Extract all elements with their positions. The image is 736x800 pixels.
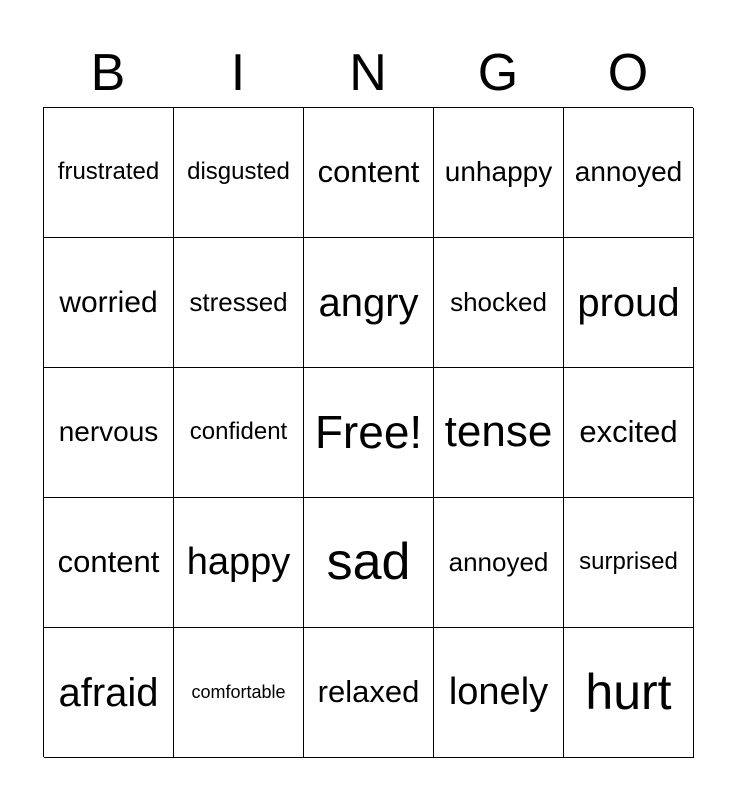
- bingo-cell[interactable]: comfortable: [174, 628, 304, 758]
- bingo-cell[interactable]: content: [304, 108, 434, 238]
- bingo-cell[interactable]: annoyed: [434, 498, 564, 628]
- bingo-cell[interactable]: relaxed: [304, 628, 434, 758]
- bingo-cell[interactable]: confident: [174, 368, 304, 498]
- bingo-cell[interactable]: unhappy: [434, 108, 564, 238]
- header-letter-n: N: [349, 44, 387, 102]
- bingo-cell[interactable]: lonely: [434, 628, 564, 758]
- bingo-cell[interactable]: hurt: [564, 628, 694, 758]
- bingo-cell[interactable]: worried: [44, 238, 174, 368]
- bingo-cell[interactable]: shocked: [434, 238, 564, 368]
- bingo-cell[interactable]: annoyed: [564, 108, 694, 238]
- bingo-cell[interactable]: sad: [304, 498, 434, 628]
- header-letter-b: B: [90, 44, 126, 102]
- bingo-cell[interactable]: tense: [434, 368, 564, 498]
- bingo-header: [43, 40, 693, 106]
- bingo-cell[interactable]: proud: [564, 238, 694, 368]
- header-letter-g: G: [477, 44, 519, 102]
- bingo-cell[interactable]: disgusted: [174, 108, 304, 238]
- bingo-cell[interactable]: surprised: [564, 498, 694, 628]
- bingo-cell[interactable]: Free!: [304, 368, 434, 498]
- bingo-cell[interactable]: afraid: [44, 628, 174, 758]
- bingo-cell[interactable]: frustrated: [44, 108, 174, 238]
- bingo-cell[interactable]: happy: [174, 498, 304, 628]
- bingo-cell[interactable]: content: [44, 498, 174, 628]
- header-letter-i: I: [230, 44, 246, 102]
- bingo-cell[interactable]: stressed: [174, 238, 304, 368]
- bingo-cell[interactable]: excited: [564, 368, 694, 498]
- bingo-cell[interactable]: nervous: [44, 368, 174, 498]
- header-letter-o: O: [607, 44, 649, 102]
- bingo-cell[interactable]: angry: [304, 238, 434, 368]
- bingo-board: [43, 107, 693, 757]
